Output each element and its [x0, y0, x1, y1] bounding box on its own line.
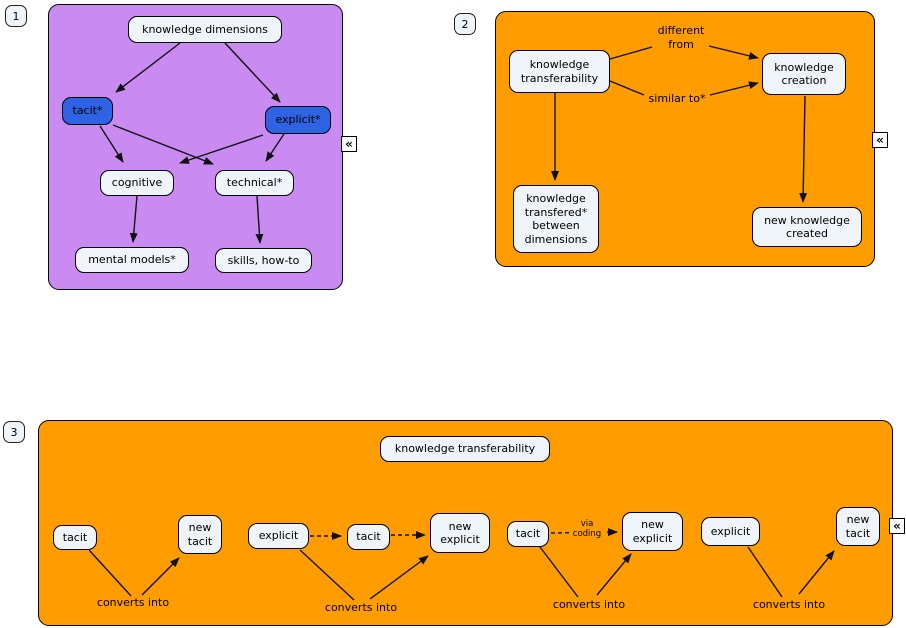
- map1-node-technical[interactable]: technical*: [215, 170, 294, 196]
- map2-node-knowledge-transferability[interactable]: knowledge transferability: [509, 50, 610, 93]
- map3-node-g3-new-explicit[interactable]: new explicit: [622, 512, 683, 551]
- map3-number-badge[interactable]: 3: [3, 421, 25, 443]
- map3-node-g2-explicit[interactable]: explicit: [248, 523, 309, 549]
- map3-title-node-knowledge-transferability[interactable]: knowledge transferability: [380, 436, 550, 462]
- map3-node-g2-tacit[interactable]: tacit: [347, 524, 390, 550]
- map3-link-label-via-coding[interactable]: via coding: [569, 519, 605, 540]
- map3-node-g4-explicit[interactable]: explicit: [701, 517, 760, 546]
- map2-node-new-knowledge-created[interactable]: new knowledge created: [752, 207, 862, 247]
- map3-node-g1-tacit[interactable]: tacit: [53, 525, 97, 550]
- map1-number-badge[interactable]: 1: [5, 5, 27, 27]
- map1-node-cognitive[interactable]: cognitive: [100, 170, 174, 196]
- map3-link-label-converts-into-4[interactable]: converts into: [752, 598, 826, 611]
- map3-collapse-icon[interactable]: «: [889, 518, 905, 534]
- map1-node-mental-models[interactable]: mental models*: [75, 247, 189, 273]
- map3-link-label-converts-into-1[interactable]: converts into: [96, 596, 170, 609]
- map2-node-knowledge-transfered-between-dimensions[interactable]: knowledge transfered* between dimensions: [513, 185, 599, 253]
- map2-link-label-different-from[interactable]: different from: [657, 24, 705, 51]
- map3-link-label-converts-into-3[interactable]: converts into: [552, 598, 626, 611]
- map3-node-g2-new-explicit[interactable]: new explicit: [430, 513, 490, 553]
- map1-collapse-icon[interactable]: «: [341, 136, 357, 152]
- map2-link-label-similar-to[interactable]: similar to*: [648, 92, 706, 105]
- map3-link-label-converts-into-2[interactable]: converts into: [324, 601, 398, 614]
- map1-node-tacit[interactable]: tacit*: [62, 97, 113, 125]
- map1-node-knowledge-dimensions[interactable]: knowledge dimensions: [128, 16, 282, 43]
- map2-node-knowledge-creation[interactable]: knowledge creation: [762, 53, 846, 95]
- map3-node-g1-new-tacit[interactable]: new tacit: [178, 515, 222, 554]
- map3-node-g3-tacit[interactable]: tacit: [507, 521, 549, 547]
- map3-node-g4-new-tacit[interactable]: new tacit: [836, 507, 880, 546]
- map1-node-explicit[interactable]: explicit*: [265, 106, 331, 134]
- map2-collapse-icon[interactable]: «: [872, 132, 888, 148]
- map2-number-badge[interactable]: 2: [454, 13, 476, 35]
- map1-node-skills-how-to[interactable]: skills, how-to: [215, 248, 312, 273]
